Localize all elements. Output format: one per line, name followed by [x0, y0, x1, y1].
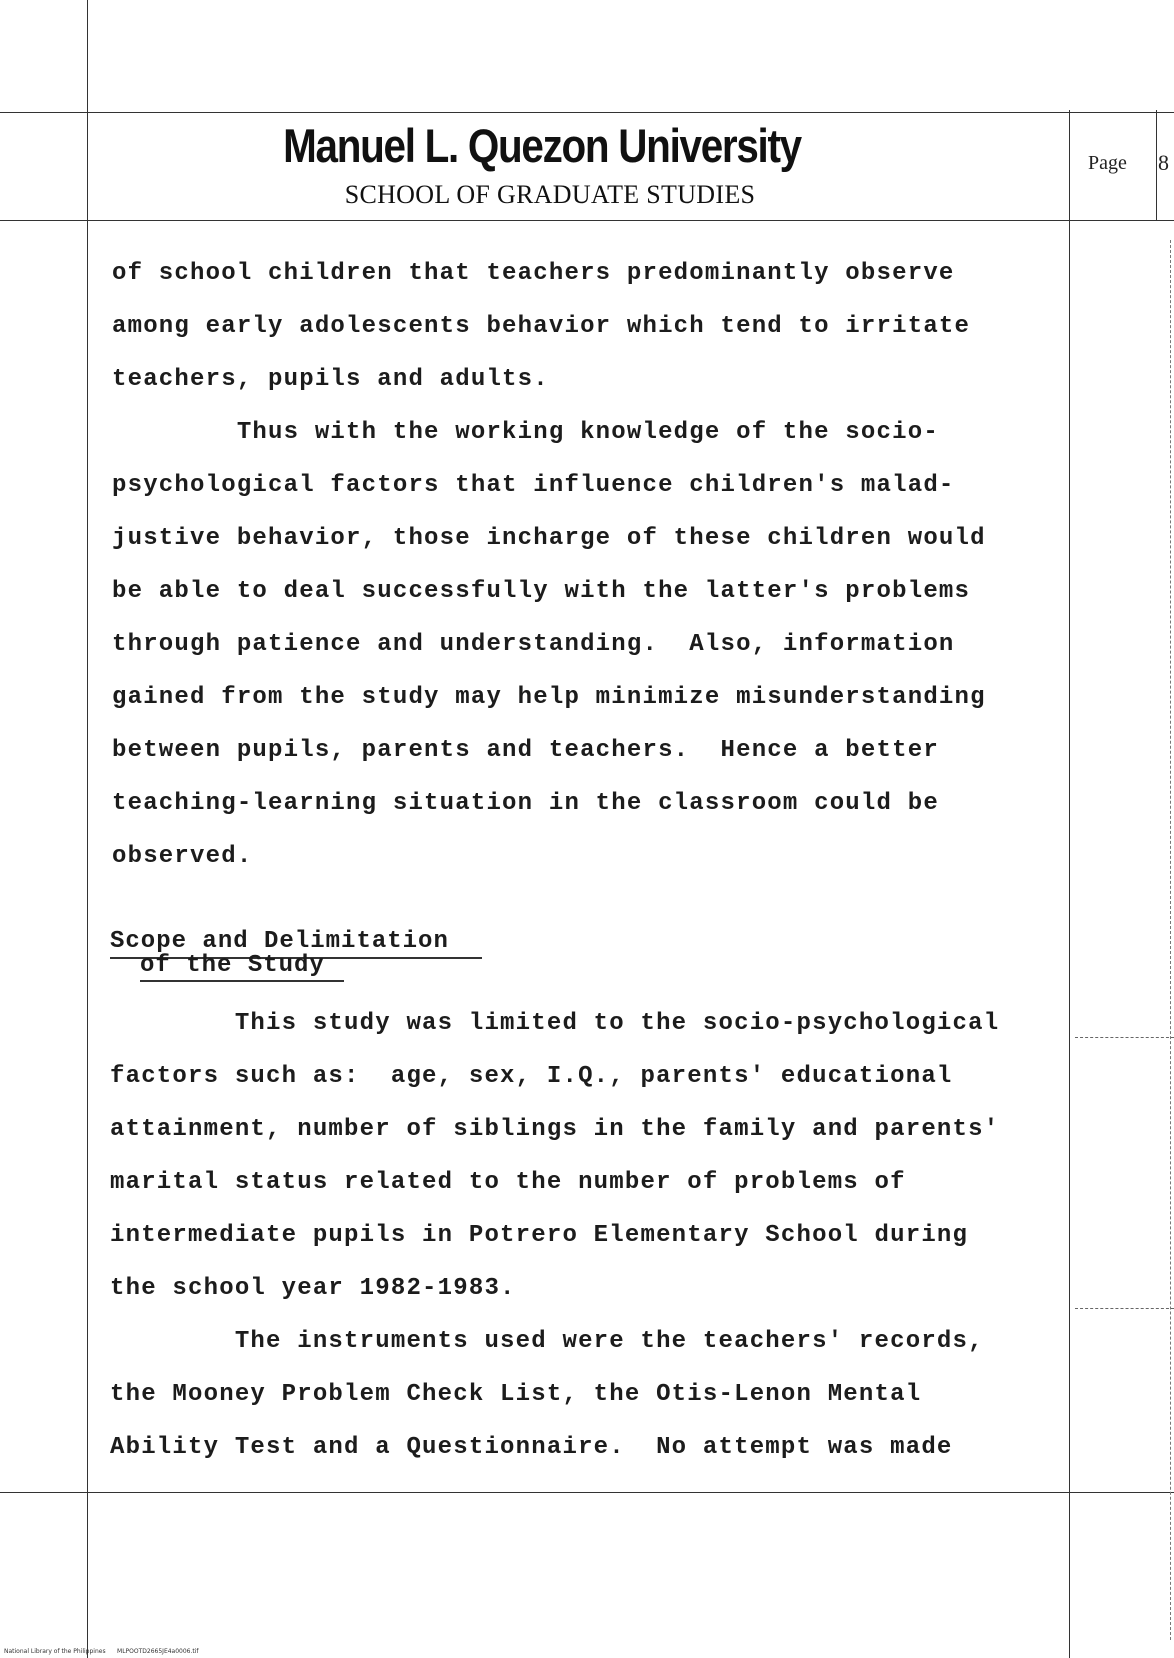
- footer-rule: [0, 1492, 1174, 1493]
- body-line: among early adolescents behavior which tend to irritate: [112, 313, 971, 340]
- body-line: justive behavior, those incharge of these children would: [112, 525, 986, 552]
- section-line: This study was limited to the socio-psychological: [110, 1010, 1000, 1037]
- section-line: Ability Test and a Questionnaire. No attempt was made: [110, 1434, 953, 1461]
- section-line: the Mooney Problem Check List, the Otis-Lenon Mental: [110, 1381, 922, 1408]
- page-box-divider: [1156, 110, 1157, 220]
- section-heading-line-1: Scope and Delimitation: [110, 928, 449, 955]
- left-margin-rule: [87, 0, 88, 1658]
- right-margin-dash-1: [1075, 1037, 1174, 1038]
- section-line: marital status related to the number of problems of: [110, 1169, 906, 1196]
- school-name: SCHOOL OF GRADUATE STUDIES: [344, 180, 756, 209]
- header-top-rule: [0, 112, 1174, 113]
- section-heading-line-2: of the Study: [140, 952, 325, 979]
- university-name: Manuel L. Quezon University: [283, 119, 801, 172]
- body-line: observed.: [112, 843, 253, 870]
- body-line: psychological factors that influence children's malad-: [112, 472, 955, 499]
- right-margin-rule: [1069, 110, 1070, 1658]
- section-line: attainment, number of siblings in the family and parents': [110, 1116, 1000, 1143]
- page-number: 8: [1158, 150, 1169, 175]
- body-line: Thus with the working knowledge of the socio-: [112, 419, 939, 446]
- body-line: be able to deal successfully with the latter's problems: [112, 578, 971, 605]
- right-margin-dash-2: [1075, 1308, 1174, 1309]
- section-line: the school year 1982-1983.: [110, 1275, 516, 1302]
- library-credit: National Library of the Philippines: [4, 1648, 106, 1655]
- section-heading-underline-2: [140, 980, 344, 982]
- section-line: factors such as: age, sex, I.Q., parents' educational: [110, 1063, 953, 1090]
- section-line: The instruments used were the teachers' records,: [110, 1328, 984, 1355]
- body-line: of school children that teachers predominantly observe: [112, 260, 955, 287]
- body-line: teachers, pupils and adults.: [112, 366, 549, 393]
- page-label: Page: [1088, 152, 1127, 174]
- body-line: between pupils, parents and teachers. Hence a better: [112, 737, 939, 764]
- section-line: intermediate pupils in Potrero Elementary School during: [110, 1222, 969, 1249]
- body-line: through patience and understanding. Also, information: [112, 631, 955, 658]
- scan-file-name: MLPOOTD2665JE4a0006.tif: [117, 1648, 199, 1655]
- body-line: gained from the study may help minimize misunderstanding: [112, 684, 986, 711]
- body-line: teaching-learning situation in the classroom could be: [112, 790, 939, 817]
- header-bottom-rule: [0, 220, 1174, 221]
- right-edge-dash: [1170, 240, 1171, 1640]
- scan-footer: [4, 1648, 199, 1655]
